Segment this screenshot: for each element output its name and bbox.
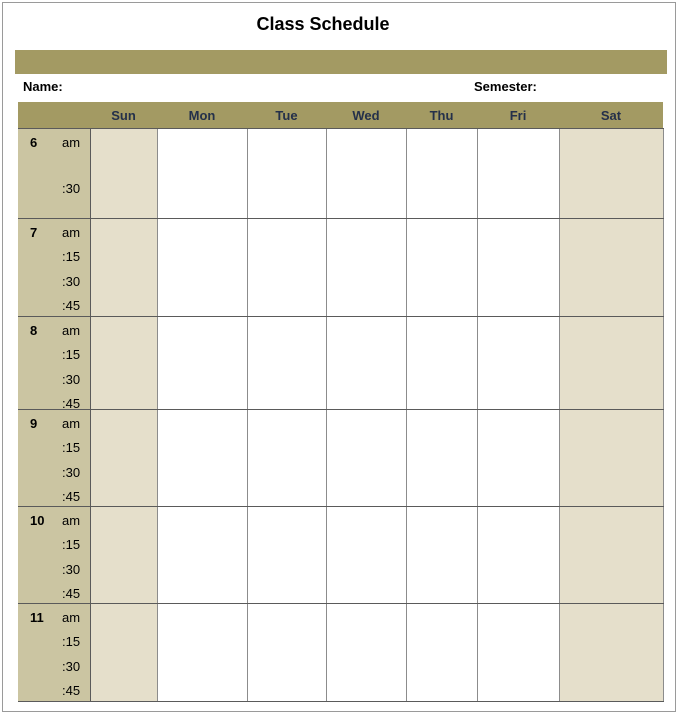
schedule-cell-mon[interactable] — [157, 410, 247, 507]
schedule-cell-fri[interactable] — [477, 219, 559, 317]
time-slot-label: :30 — [62, 371, 81, 387]
schedule-cell-thu[interactable] — [406, 317, 477, 410]
schedule-cell-fri[interactable] — [477, 129, 559, 219]
schedule-cell-thu[interactable] — [406, 410, 477, 507]
schedule-cell-sun[interactable] — [90, 507, 157, 604]
time-slot-label: am — [62, 416, 81, 431]
schedule-cell-wed[interactable] — [326, 604, 406, 702]
schedule-cell-mon[interactable] — [157, 317, 247, 410]
schedule-cell-thu[interactable] — [406, 129, 477, 219]
time-slot-label: :30 — [62, 561, 81, 577]
schedule-cell-thu[interactable] — [406, 507, 477, 604]
time-slot-label: :15 — [62, 537, 81, 553]
day-header-mon: Mon — [157, 102, 247, 129]
time-cell — [18, 410, 90, 507]
time-slot-label: :30 — [62, 464, 81, 480]
day-header-sat: Sat — [559, 102, 663, 129]
header-band — [15, 50, 667, 74]
time-slot-label: :45 — [62, 488, 81, 504]
time-cell — [18, 507, 90, 604]
schedule-cell-mon[interactable] — [157, 129, 247, 219]
hour-number: 10 — [30, 513, 45, 528]
hour-number: 7 — [30, 225, 38, 240]
schedule-body — [18, 129, 663, 702]
schedule-cell-fri[interactable] — [477, 410, 559, 507]
time-slot-label: :30 — [62, 273, 81, 289]
schedule-cell-sun[interactable] — [90, 317, 157, 410]
schedule-cell-tue[interactable] — [247, 129, 326, 219]
name-label: Name: — [23, 79, 63, 94]
hour-row-9 — [18, 410, 663, 507]
hour-number: 6 — [30, 135, 38, 150]
hour-row-10 — [18, 507, 663, 604]
day-header-wed: Wed — [326, 102, 406, 129]
schedule-cell-tue[interactable] — [247, 507, 326, 604]
schedule-cell-fri[interactable] — [477, 604, 559, 702]
time-slot-label: am — [62, 610, 81, 625]
day-header-sun: Sun — [90, 102, 157, 129]
schedule-cell-sat[interactable] — [559, 317, 663, 410]
time-slot-label: :45 — [62, 585, 81, 601]
time-slot-label: :15 — [62, 347, 81, 363]
schedule-cell-wed[interactable] — [326, 219, 406, 317]
schedule-cell-sun[interactable] — [90, 219, 157, 317]
time-slot-label: :45 — [62, 682, 81, 698]
time-slot-label: am — [62, 225, 81, 240]
time-slot-label: :30 — [62, 658, 81, 674]
time-cell — [18, 604, 90, 702]
schedule-cell-fri[interactable] — [477, 317, 559, 410]
schedule-cell-mon[interactable] — [157, 604, 247, 702]
schedule-cell-sat[interactable] — [559, 410, 663, 507]
time-slot-label: am — [62, 513, 81, 528]
hour-number: 8 — [30, 323, 38, 338]
schedule-cell-wed[interactable] — [326, 507, 406, 604]
time-slot-label: :15 — [62, 634, 81, 650]
schedule-cell-sat[interactable] — [559, 219, 663, 317]
schedule-cell-sat[interactable] — [559, 604, 663, 702]
schedule-cell-wed[interactable] — [326, 410, 406, 507]
hour-row-8 — [18, 317, 663, 410]
time-slot-label: :30 — [62, 181, 81, 196]
time-cell — [18, 317, 90, 410]
schedule-cell-tue[interactable] — [247, 219, 326, 317]
day-header-row — [18, 102, 663, 129]
schedule-cell-tue[interactable] — [247, 604, 326, 702]
time-slot-label: am — [62, 135, 81, 150]
schedule-cell-sun[interactable] — [90, 604, 157, 702]
time-cell — [18, 129, 90, 219]
time-column-header — [18, 102, 90, 129]
schedule-page — [2, 2, 676, 712]
hour-row-7 — [18, 219, 663, 317]
semester-label: Semester: — [474, 79, 537, 94]
schedule-cell-sat[interactable] — [559, 129, 663, 219]
hour-row-11 — [18, 604, 663, 702]
hour-row-6 — [18, 129, 663, 219]
schedule-cell-sat[interactable] — [559, 507, 663, 604]
hour-number: 11 — [30, 610, 44, 625]
schedule-cell-thu[interactable] — [406, 604, 477, 702]
time-slot-label: :15 — [62, 440, 81, 456]
schedule-cell-tue[interactable] — [247, 410, 326, 507]
time-cell — [18, 219, 90, 317]
schedule-cell-thu[interactable] — [406, 219, 477, 317]
schedule-cell-mon[interactable] — [157, 507, 247, 604]
schedule-cell-wed[interactable] — [326, 317, 406, 410]
page-title: Class Schedule — [256, 14, 390, 34]
schedule-cell-mon[interactable] — [157, 219, 247, 317]
day-header-tue: Tue — [247, 102, 326, 129]
schedule-cell-fri[interactable] — [477, 507, 559, 604]
day-header-fri: Fri — [477, 102, 559, 129]
schedule-cell-sun[interactable] — [90, 129, 157, 219]
schedule-cell-wed[interactable] — [326, 129, 406, 219]
schedule-grid — [18, 102, 664, 702]
time-slot-label: :45 — [62, 297, 81, 313]
hour-number: 9 — [30, 416, 38, 431]
time-slot-label: :15 — [62, 249, 81, 265]
day-header-thu: Thu — [406, 102, 477, 129]
time-slot-label: am — [62, 323, 81, 338]
schedule-cell-tue[interactable] — [247, 317, 326, 410]
schedule-cell-sun[interactable] — [90, 410, 157, 507]
time-slot-label: :45 — [62, 395, 81, 411]
